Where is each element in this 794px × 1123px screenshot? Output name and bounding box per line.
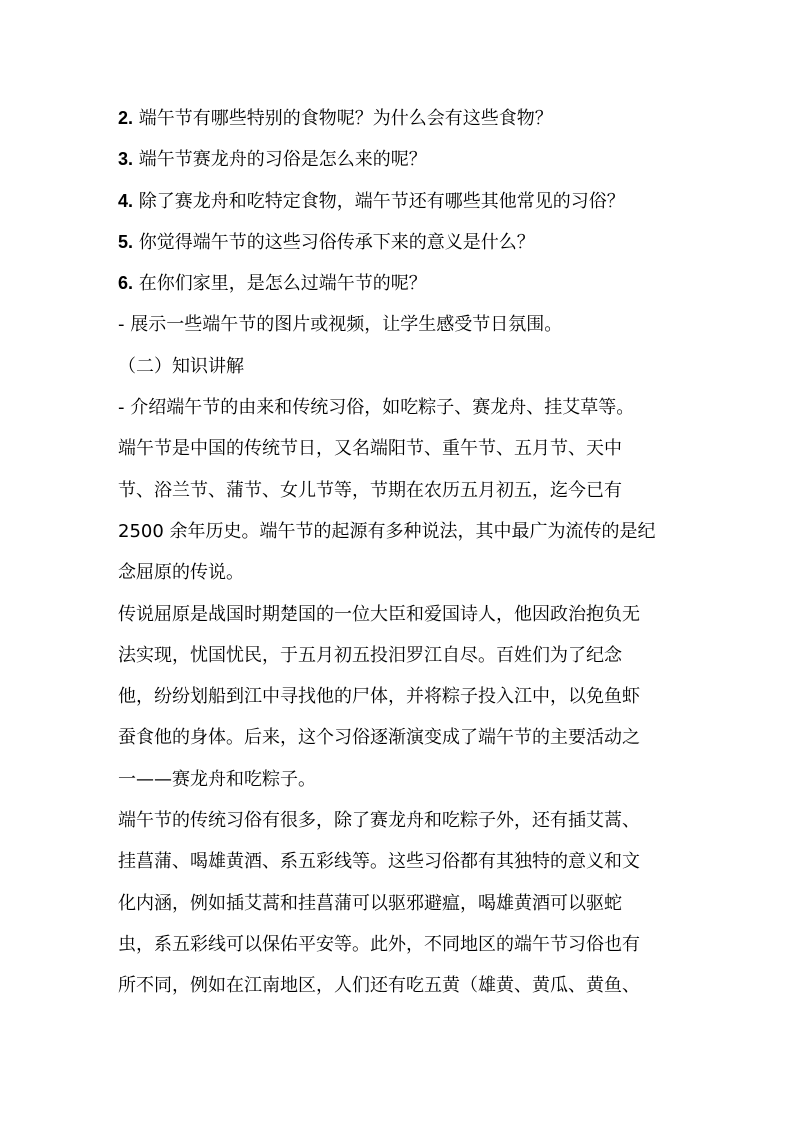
show-media-item: - 展示一些端午节的图片或视频，让学生感受节日氛围。 bbox=[118, 314, 563, 336]
document-page bbox=[118, 98, 678, 1007]
paragraph-line: 一——赛龙舟和吃粽子。 bbox=[118, 768, 316, 790]
question-number: 4. bbox=[118, 190, 134, 211]
question-item bbox=[118, 98, 678, 139]
paragraph-line: 他，纷纷划船到江中寻找他的尸体，并将粽子投入江中，以免鱼虾 bbox=[118, 686, 640, 708]
question-number: 2. bbox=[118, 108, 134, 128]
paragraph-legend bbox=[118, 594, 678, 800]
paragraph-line: 虫，系五彩线可以保佑平安等。此外，不同地区的端午节习俗也有 bbox=[118, 933, 640, 955]
question-number: 5. bbox=[118, 231, 134, 252]
paragraph-line: 端午节的传统习俗有很多，除了赛龙舟和吃粽子外，还有插艾蒿、 bbox=[118, 810, 640, 832]
question-text: 你觉得端午节的这些习俗传承下来的意义是什么？ bbox=[138, 231, 535, 253]
paragraph-line: 化内涵，例如插艾蒿和挂菖蒲可以驱邪避瘟，喝雄黄酒可以驱蛇 bbox=[118, 892, 622, 914]
question-item bbox=[118, 139, 678, 180]
paragraph-line: 法实现，忧国忧民，于五月初五投汨罗江自尽。百姓们为了纪念 bbox=[118, 644, 622, 666]
paragraph-line: 传说屈原是战国时期楚国的一位大臣和爱国诗人，他因政治抱负无 bbox=[118, 603, 640, 625]
paragraph-line: 蚕食他的身体。后来，这个习俗逐渐演变成了端午节的主要活动之 bbox=[118, 727, 640, 749]
intro-item: - 介绍端午节的由来和传统习俗，如吃粽子、赛龙舟、挂艾草等。 bbox=[118, 397, 635, 419]
paragraph-customs bbox=[118, 800, 678, 1006]
question-text: 在你们家里，是怎么过端午节的呢？ bbox=[138, 273, 427, 295]
question-item bbox=[118, 222, 678, 263]
paragraph-line: 2500 余年历史。端午节的起源有多种说法，其中最广为流传的是纪 bbox=[118, 520, 656, 542]
paragraph-line: 所不同，例如在江南地区，人们还有吃五黄（雄黄、黄瓜、黄鱼、 bbox=[118, 975, 640, 997]
question-number: 3. bbox=[118, 149, 134, 170]
question-item bbox=[118, 181, 678, 222]
paragraph-line: 挂菖蒲、喝雄黄酒、系五彩线等。这些习俗都有其独特的意义和文 bbox=[118, 851, 640, 873]
question-text: 除了赛龙舟和吃特定食物，端午节还有哪些其他常见的习俗？ bbox=[138, 190, 625, 212]
section-heading: （二）知识讲解 bbox=[118, 355, 244, 377]
question-number: 6. bbox=[118, 273, 134, 294]
paragraph-line: 端午节是中国的传统节日，又名端阳节、重午节、五月节、天中 bbox=[118, 438, 622, 460]
paragraph-origin bbox=[118, 428, 678, 593]
paragraph-line: 念屈原的传说。 bbox=[118, 562, 244, 584]
paragraph-line: 节、浴兰节、蒲节、女儿节等，节期在农历五月初五，迄今已有 bbox=[118, 479, 622, 501]
question-text: 端午节有哪些特别的食物呢？为什么会有这些食物？ bbox=[138, 108, 553, 129]
question-item bbox=[118, 263, 678, 304]
question-text: 端午节赛龙舟的习俗是怎么来的呢？ bbox=[138, 149, 427, 171]
